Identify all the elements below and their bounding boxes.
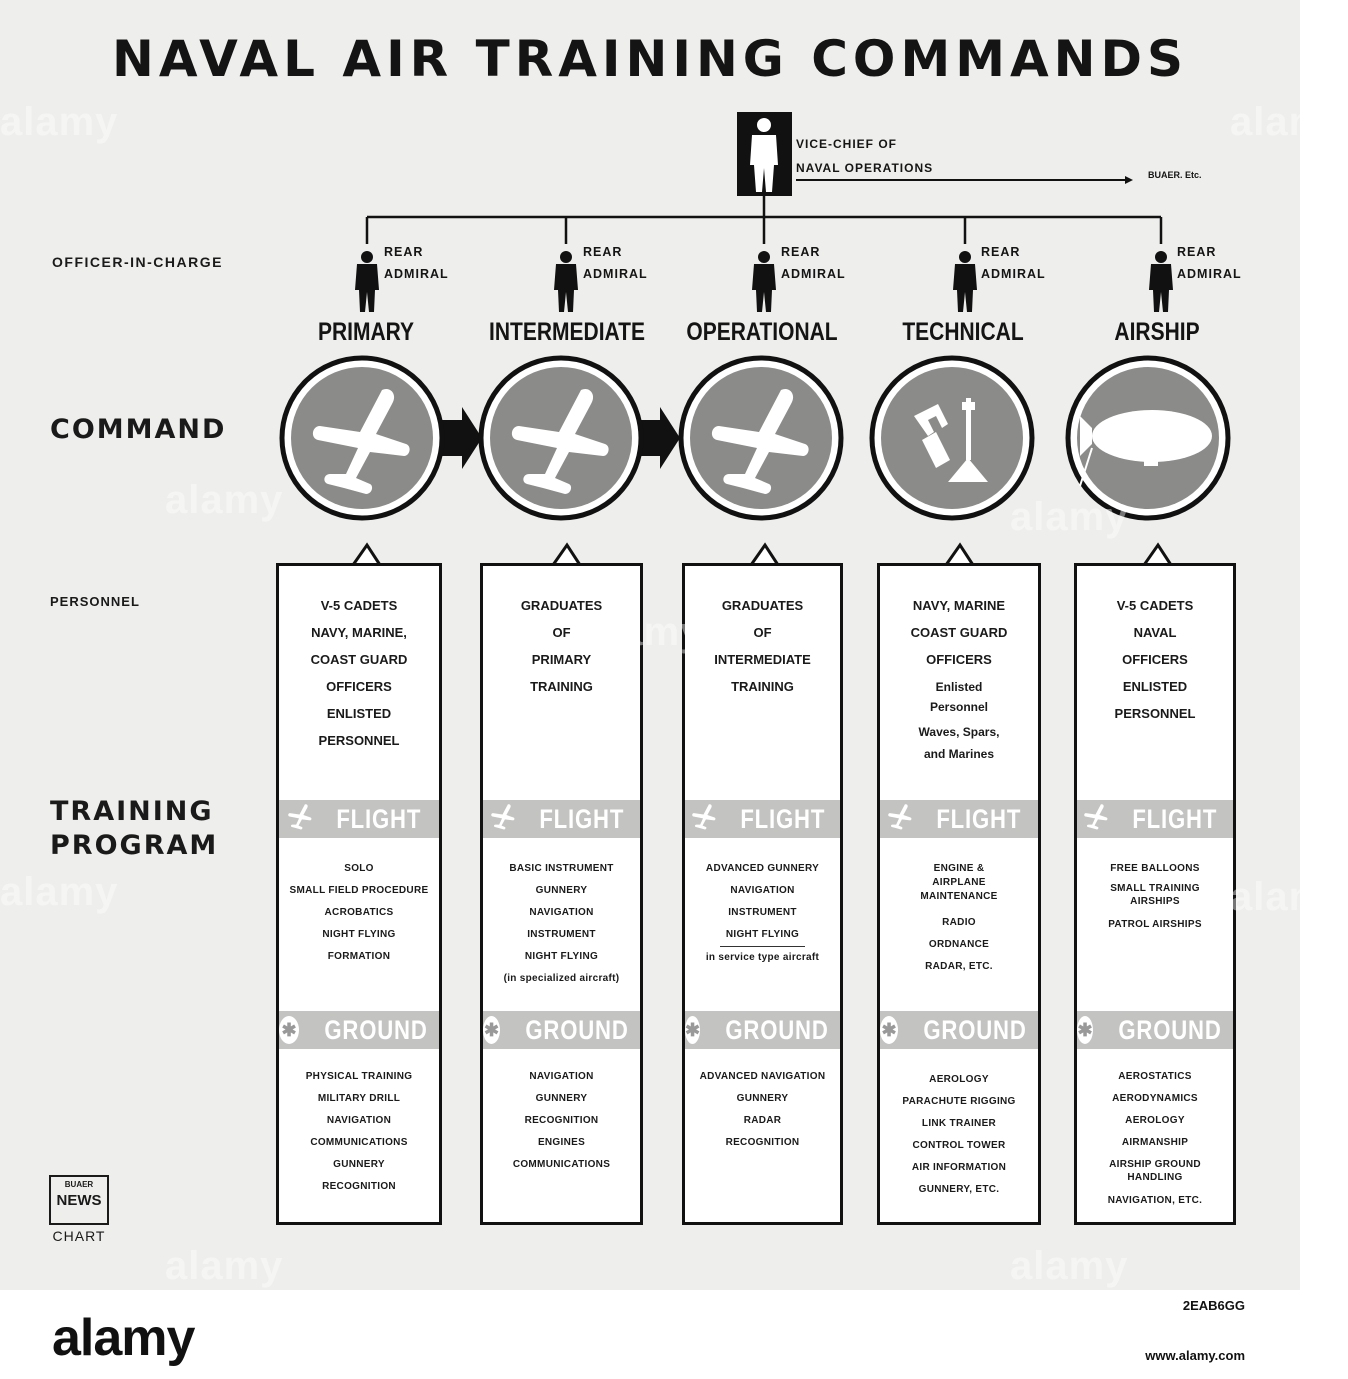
ground-emblem-icon: ✱	[1077, 1016, 1093, 1044]
flight-label: FLIGHT	[740, 803, 825, 834]
personnel-item: V-5 CADETS	[320, 598, 398, 613]
ground-item: COMMUNICATIONS	[512, 1159, 611, 1170]
ground-item: NAVIGATION	[529, 1071, 594, 1082]
vice-chief-line-1: VICE-CHIEF OF	[796, 137, 898, 151]
vice-chief-figure-icon	[737, 112, 792, 196]
ground-item: AIRSHIP GROUND HANDLING	[1109, 1159, 1201, 1183]
command-medallion-primary	[282, 358, 442, 518]
personnel-item: GRADUATES	[721, 598, 804, 613]
officer-rank-line: ADMIRAL	[384, 267, 449, 281]
airplane-icon	[287, 804, 313, 835]
flight-band	[685, 800, 840, 838]
personnel-item: NAVY, MARINE,	[311, 625, 407, 640]
personnel-item: OF	[552, 625, 571, 640]
flight-item: SOLO	[344, 863, 374, 874]
ground-band	[685, 1011, 840, 1049]
watermark: alamy	[1230, 100, 1348, 144]
ground-label: GROUND	[725, 1014, 829, 1045]
watermark: alamy	[585, 610, 704, 654]
ground-item: PARACHUTE RIGGING	[902, 1096, 1016, 1107]
officer-figure-2	[554, 251, 578, 312]
flight-item: BASIC INSTRUMENT	[509, 863, 614, 874]
hierarchy-connectors	[367, 196, 1161, 244]
command-name-technical: TECHNICAL	[902, 318, 1024, 346]
officer-figure-3	[752, 251, 776, 312]
airplane-icon	[490, 804, 516, 835]
officer-rank-line: ADMIRAL	[981, 267, 1046, 281]
watermark: alamy	[0, 870, 119, 914]
watermark: alamy	[1230, 875, 1348, 919]
ground-item: COMMUNICATIONS	[310, 1137, 408, 1148]
ground-list	[487, 1066, 636, 1176]
flight-item: FORMATION	[327, 951, 391, 962]
flight-list	[1081, 858, 1229, 936]
command-name-primary: PRIMARY	[317, 318, 415, 346]
ground-item: AIR INFORMATION	[911, 1162, 1007, 1173]
flight-band	[1077, 800, 1233, 838]
officer-rank-line: REAR	[781, 245, 821, 259]
command-medallion-technical	[872, 358, 1032, 518]
ground-item: RADAR	[743, 1115, 782, 1126]
side-arrow-label: BUAER. Etc.	[1148, 170, 1202, 180]
personnel-item: COAST GUARD	[310, 652, 408, 667]
ground-item: RECOGNITION	[725, 1137, 800, 1148]
personnel-item: OFFICERS	[1122, 652, 1188, 667]
watermark: alamy	[165, 1244, 284, 1288]
ground-item: AIRMANSHIP	[1121, 1137, 1189, 1148]
ground-item: NAVIGATION, ETC.	[1107, 1195, 1203, 1206]
flight-list	[689, 858, 836, 969]
ground-item: NAVIGATION	[326, 1115, 392, 1126]
personnel-item: OFFICERS	[326, 679, 392, 694]
ground-band	[1077, 1011, 1233, 1049]
officer-figure-5	[1149, 251, 1173, 312]
officer-rank-line: ADMIRAL	[583, 267, 648, 281]
personnel-item: OF	[753, 625, 772, 640]
personnel-list	[283, 592, 435, 754]
flight-item: SMALL TRAINING AIRSHIPS	[1110, 883, 1200, 907]
credit-strip	[0, 1290, 1300, 1379]
ground-label: GROUND	[1118, 1014, 1222, 1045]
ground-list	[1081, 1066, 1229, 1212]
ground-emblem-icon: ✱	[483, 1016, 500, 1044]
ground-item: GUNNERY	[535, 1093, 588, 1104]
ground-item: ADVANCED NAVIGATION	[699, 1071, 826, 1082]
ground-emblem-icon: ✱	[685, 1016, 700, 1044]
personnel-item: NAVAL	[1133, 625, 1177, 640]
credit-image-id: 2EAB6GG	[1182, 1298, 1245, 1313]
personnel-list	[689, 592, 836, 700]
vice-chief-label	[796, 132, 933, 180]
flight-label: FLIGHT	[336, 803, 422, 834]
column-operational	[682, 563, 843, 1225]
personnel-item: OFFICERS	[926, 652, 992, 667]
watermark: alamy	[165, 478, 284, 522]
flight-item: FREE BALLOONS	[1110, 863, 1200, 874]
flight-band	[880, 800, 1038, 838]
officer-rank-line: REAR	[384, 245, 424, 259]
command-medallion-airship	[1068, 358, 1228, 518]
personnel-list	[1081, 592, 1229, 727]
ground-item: GUNNERY, ETC.	[918, 1184, 1000, 1195]
ground-list	[689, 1066, 836, 1154]
training-label-line-2: PROGRAM	[50, 830, 219, 861]
flight-item-note: in service type aircraft	[705, 952, 820, 963]
personnel-item: TRAINING	[530, 679, 593, 694]
personnel-item: Enlisted Personnel	[929, 680, 989, 714]
personnel-item: TRAINING	[731, 679, 794, 694]
ground-item: RECOGNITION	[322, 1181, 396, 1192]
ground-item: PHYSICAL TRAINING	[305, 1071, 413, 1082]
airplane-icon	[887, 804, 913, 835]
officer-title-technical	[981, 241, 1071, 285]
personnel-item: NAVY, MARINE	[912, 598, 1006, 613]
ground-band	[279, 1011, 439, 1049]
ground-item: MILITARY DRILL	[317, 1093, 401, 1104]
ground-item: AEROLOGY	[929, 1074, 989, 1085]
command-medallion-intermediate	[481, 358, 641, 518]
ground-item: ENGINES	[537, 1137, 586, 1148]
command-name-intermediate: INTERMEDIATE	[489, 318, 645, 346]
ground-emblem-icon: ✱	[880, 1016, 898, 1044]
ground-item: AEROLOGY	[1125, 1115, 1185, 1126]
officer-title-intermediate	[583, 241, 673, 285]
flight-item: NIGHT FLYING	[322, 929, 396, 940]
chart-title: NAVAL AIR TRAINING COMMANDS	[111, 30, 1189, 88]
officer-rank-line: REAR	[981, 245, 1021, 259]
flight-label: FLIGHT	[539, 803, 624, 834]
ground-item: LINK TRAINER	[921, 1118, 997, 1129]
officer-figure-4	[953, 251, 977, 312]
flight-item: ACROBATICS	[324, 907, 394, 918]
personnel-row-label: PERSONNEL	[50, 594, 140, 609]
personnel-item: ENLISTED	[1122, 679, 1188, 694]
ground-label: GROUND	[923, 1014, 1027, 1045]
ground-list	[884, 1069, 1034, 1201]
column-technical	[877, 563, 1041, 1225]
credit-site: www.alamy.com	[1145, 1348, 1245, 1363]
credit-brand: alamy	[52, 1309, 195, 1367]
officer-rank-line: REAR	[1177, 245, 1217, 259]
airplane-icon	[691, 804, 717, 835]
flight-list	[487, 858, 636, 990]
flight-item: INSTRUMENT	[527, 929, 596, 940]
flight-item: GUNNERY	[535, 885, 588, 896]
ground-item: AEROSTATICS	[1118, 1071, 1192, 1082]
flight-item: NIGHT FLYING	[720, 924, 805, 947]
officer-title-operational	[781, 241, 871, 285]
flight-item: PATROL AIRSHIPS	[1108, 919, 1202, 930]
watermark: alamy	[1010, 495, 1129, 539]
personnel-item: ENLISTED	[326, 706, 392, 721]
flight-band	[483, 800, 640, 838]
flight-list	[283, 858, 435, 968]
flight-item: NAVIGATION	[529, 907, 594, 918]
column-intermediate	[480, 563, 643, 1225]
logo-line-3: CHART	[52, 1228, 106, 1244]
flight-item: NIGHT FLYING	[524, 951, 599, 962]
personnel-item: PERSONNEL	[1114, 706, 1196, 721]
buaer-news-chart-logo	[48, 1175, 110, 1244]
ground-label: GROUND	[525, 1014, 629, 1045]
personnel-item: PRIMARY	[531, 652, 592, 667]
ground-item: GUNNERY	[736, 1093, 789, 1104]
ground-item: RECOGNITION	[524, 1115, 599, 1126]
arrow-intermediate-to-operational	[640, 407, 680, 469]
flight-label: FLIGHT	[1132, 803, 1218, 834]
officer-rank-line: ADMIRAL	[1177, 267, 1242, 281]
flight-list	[884, 858, 1034, 978]
ground-band	[880, 1011, 1038, 1049]
officer-rank-line: REAR	[583, 245, 623, 259]
ground-item: CONTROL TOWER	[912, 1140, 1006, 1151]
personnel-item: and Marines	[923, 747, 995, 761]
training-program-label	[50, 795, 218, 863]
flight-band	[279, 800, 439, 838]
flight-item: NAVIGATION	[730, 885, 795, 896]
arrow-primary-to-intermediate	[442, 407, 482, 469]
personnel-item: V-5 CADETS	[1116, 598, 1194, 613]
training-label-line-1: TRAINING	[50, 796, 214, 827]
watermark: alamy	[0, 100, 119, 144]
officer-figure-1	[355, 251, 379, 312]
ground-item: GUNNERY	[333, 1159, 385, 1170]
flight-item: RADAR, ETC.	[925, 961, 993, 972]
personnel-item: GRADUATES	[520, 598, 603, 613]
vice-chief-line-2: NAVAL OPERATIONS	[796, 161, 934, 175]
flight-item: ADVANCED GUNNERY	[705, 863, 820, 874]
personnel-list	[884, 592, 1034, 765]
flight-item: SMALL FIELD PROCEDURE	[289, 885, 429, 896]
ground-emblem-icon: ✱	[279, 1016, 299, 1044]
ground-band	[483, 1011, 640, 1049]
command-name-airship: AIRSHIP	[1114, 318, 1200, 346]
officer-title-airship	[1177, 241, 1267, 285]
airplane-icon	[1083, 804, 1109, 835]
watermark: alamy	[1010, 1244, 1129, 1288]
personnel-item: Waves, Spars,	[918, 725, 1000, 739]
ground-label: GROUND	[324, 1014, 428, 1045]
flight-item-note: (in specialized aircraft)	[503, 973, 620, 984]
column-airship	[1074, 563, 1236, 1225]
personnel-item: INTERMEDIATE	[714, 652, 811, 667]
command-row-label: COMMAND	[50, 414, 227, 445]
flight-item: ORDNANCE	[928, 939, 990, 950]
officer-in-charge-label: OFFICER-IN-CHARGE	[52, 254, 223, 270]
logo-line-1: BUAER	[64, 1180, 94, 1189]
ground-item: AERODYNAMICS	[1112, 1093, 1198, 1104]
ground-list	[283, 1066, 435, 1198]
command-medallion-operational	[681, 358, 841, 518]
logo-line-2: NEWS	[56, 1192, 102, 1209]
officer-rank-line: ADMIRAL	[781, 267, 846, 281]
personnel-box-pointers	[353, 545, 1171, 565]
personnel-item: PERSONNEL	[318, 733, 400, 748]
logo-box	[49, 1175, 109, 1225]
flight-label: FLIGHT	[936, 803, 1022, 834]
flight-item: INSTRUMENT	[728, 907, 797, 918]
column-primary	[276, 563, 442, 1225]
command-name-operational: OPERATIONAL	[686, 318, 838, 346]
officer-title-primary	[384, 241, 474, 285]
flight-item: RADIO	[942, 917, 976, 928]
personnel-item: COAST GUARD	[910, 625, 1008, 640]
flight-item: ENGINE & AIRPLANE MAINTENANCE	[920, 863, 998, 902]
